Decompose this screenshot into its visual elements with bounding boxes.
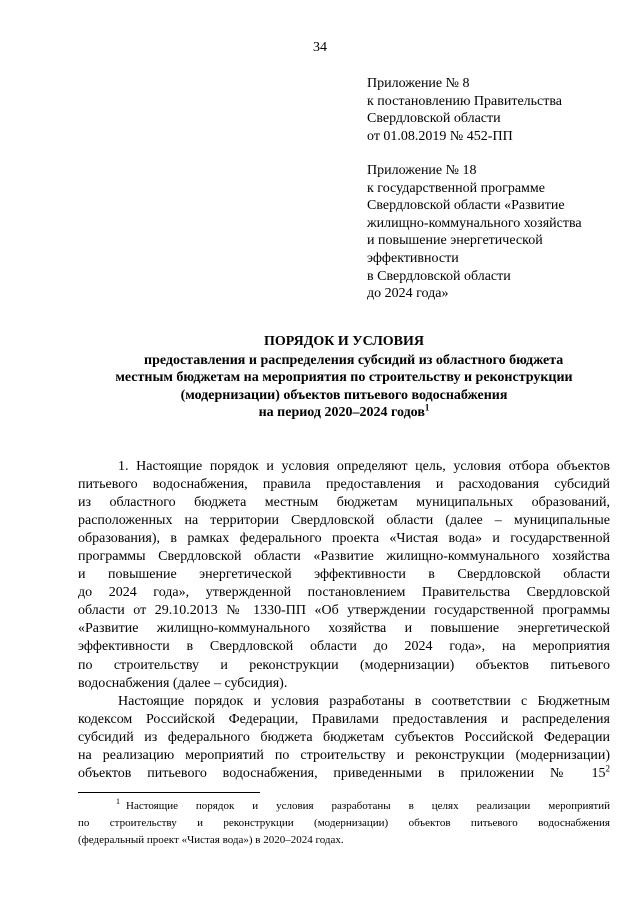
appendix-18-line: жилищно-коммунального хозяйства: [367, 215, 582, 231]
footnote-line: (федеральный проект «Чистая вода») в 2020–2024 годах.: [78, 834, 344, 846]
paragraph-1-line: 1. Настоящие порядок и условия определяют цель, условия отбора объектов: [118, 459, 610, 474]
body-text: [78, 458, 610, 783]
appendix-8-line: Приложение № 8: [367, 76, 470, 91]
appendix-18-line: Свердловской области «Развитие: [367, 198, 565, 214]
footnote-line: Настоящие порядок и условия разработаны в целях реализации мероприятий: [126, 800, 610, 812]
page-number: 34: [313, 40, 327, 55]
paragraph-1-line: из областного бюджета местным бюджетам муниципальных образований,: [78, 495, 610, 511]
appendix-8-line: Свердловской области: [367, 111, 501, 127]
appendix-8-header: [367, 75, 617, 145]
appendix-18-line: и повышение энергетической: [367, 233, 543, 249]
paragraph-2-line: объектов питьевого водоснабжения, приведенными в приложении № 15: [78, 765, 606, 781]
title-heading: ПОРЯДОК И УСЛОВИЯ: [263, 334, 424, 349]
paragraph-1-line: эффективности в Свердловской области до 2024 года», на мероприятия: [78, 639, 610, 655]
title-line-last: [78, 404, 610, 422]
paragraph-1-line: по строительству и реконструкции (модернизации) объектов питьевого: [78, 657, 610, 673]
paragraph-1-line: образования), в рамках федерального проекта «Чистая вода» и государственной: [78, 531, 610, 547]
paragraph-1-line: до 2024 года», утвержденной постановлением Правительства Свердловской: [78, 585, 610, 601]
paragraph-1-line: питьевого водоснабжения, правила предоставления и расходования субсидий: [78, 477, 610, 493]
paragraph-2-line-last: [78, 765, 610, 783]
footnote: [78, 798, 610, 849]
appendix-18-line: Приложение № 18: [367, 163, 477, 178]
footnote-separator: [78, 792, 260, 793]
paragraph-2-line: кодексом Российской Федерации, Правилами предоставления и распределения: [78, 711, 610, 727]
appendix-18-line: к государственной программе: [367, 180, 545, 196]
appendix-8-line: от 01.08.2019 № 452-ПП: [367, 128, 513, 144]
paragraph-2-footnote-ref[interactable]: 2: [605, 763, 610, 774]
paragraph-1-line: «Развитие жилищно-коммунального хозяйства и повышение энергетической: [78, 621, 610, 637]
footnote-line-first: [78, 798, 610, 815]
paragraph-1-line: области от 29.10.2013 № 1330-ПП «Об утверждении государственной программы: [78, 603, 610, 619]
appendix-18-header: [367, 162, 617, 303]
appendix-18-line: до 2024 года»: [367, 286, 449, 302]
paragraph-1-line: и повышение энергетической эффективности в Свердловской области: [78, 567, 610, 583]
appendix-18-line: в Свердловской области: [367, 268, 511, 284]
paragraph-1-line: расположенных на территории Свердловской области (далее – муниципальные: [78, 513, 610, 529]
paragraph-2-line: субсидий из федерального бюджета бюджетам субъектов Российской Федерации: [78, 729, 610, 745]
footnote-marker: 1: [116, 797, 120, 807]
title-line: предоставления и распределения субсидий из областного бюджета: [144, 352, 564, 368]
title-line: на период 2020–2024 годов: [258, 405, 425, 420]
title-footnote-ref[interactable]: 1: [424, 402, 430, 413]
title-line: (модернизации) объектов питьевого водоснабжения: [180, 387, 508, 403]
appendix-18-line: эффективности: [367, 250, 459, 266]
paragraph-1-line: водоснабжения (далее – субсидия).: [78, 675, 288, 691]
footnote-line: по строительству и реконструкции (модернизации) объектов питьевого водоснабжения: [78, 817, 610, 829]
appendix-8-line: к постановлению Правительства: [367, 93, 563, 109]
document-title: [78, 333, 610, 422]
paragraph-2-line: на реализацию мероприятий по строительству и реконструкции (модернизации): [78, 747, 610, 763]
paragraph-2-line: Настоящие порядок и условия разработаны в соответствии с Бюджетным: [118, 693, 610, 709]
paragraph-1-line: программы Свердловской области «Развитие жилищно-коммунального хозяйства: [78, 549, 610, 565]
title-line: местным бюджетам на мероприятия по строительству и реконструкции: [115, 370, 573, 385]
